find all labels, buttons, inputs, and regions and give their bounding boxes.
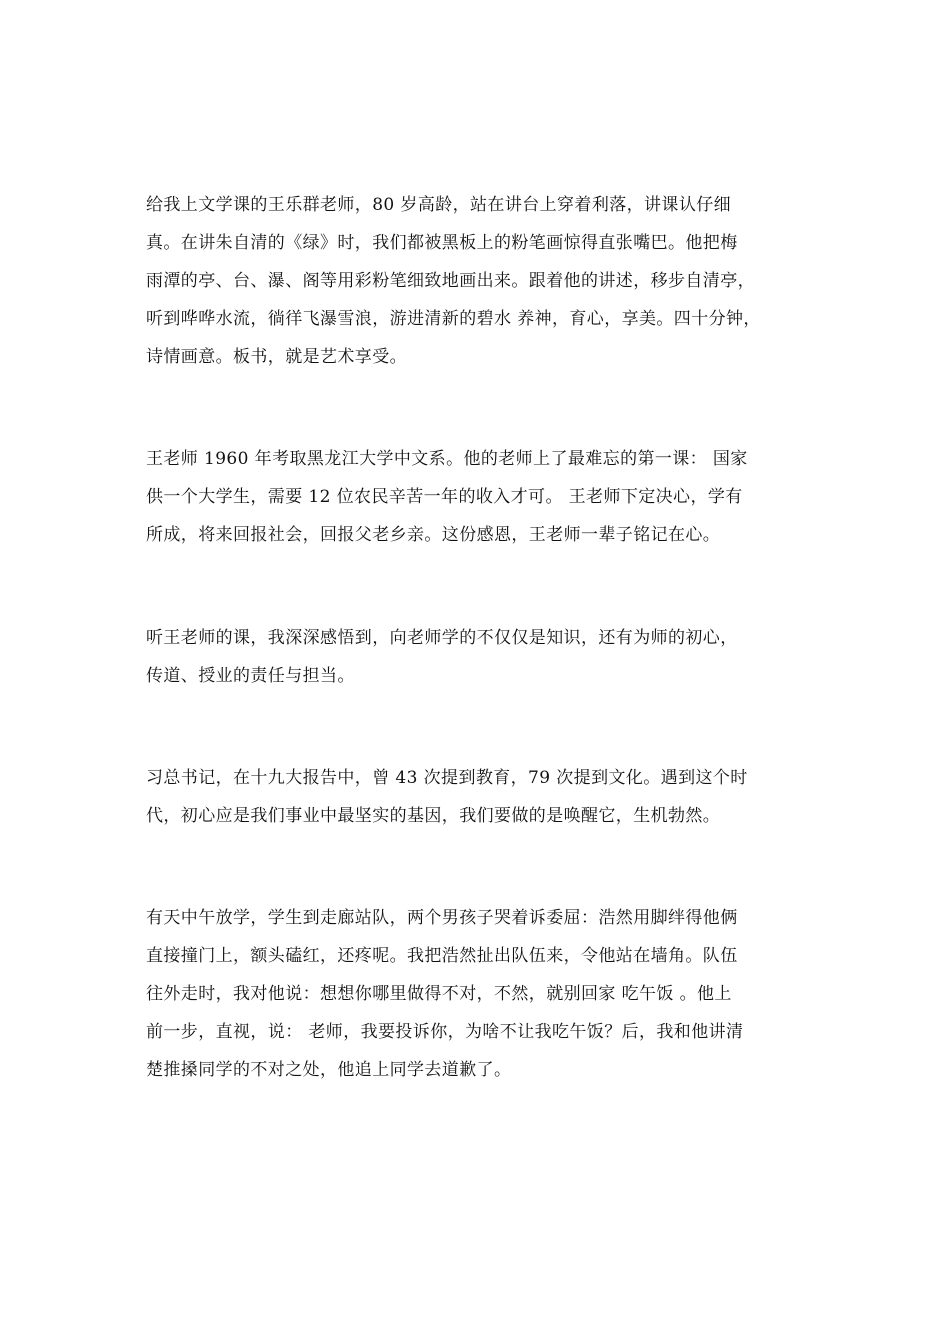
paragraph-teacher-wang-history [146, 440, 814, 554]
text-line: 听到哗哗水流，徜徉飞瀑雪浪，游进清新的碧水 养神，育心，享美。四十分钟， [146, 309, 761, 329]
text-line: 所成，将来回报社会，回报父老乡亲。这份感恩，王老师一辈子铭记在心。 [146, 525, 721, 545]
paragraph-anecdote [146, 899, 814, 1089]
text-line: 真。在讲朱自清的《绿》时，我们都被黑板上的粉笔画惊得直张嘴巴。他把梅 [146, 233, 738, 253]
paragraph-reflection [146, 619, 814, 695]
text-line: 给我上文学课的王乐群老师，80 岁高龄，站在讲台上穿着利落，讲课认仔细 [146, 195, 732, 215]
text-line: 传道、授业的责任与担当。 [146, 666, 355, 686]
paragraph-teacher-wang-lesson [146, 186, 814, 376]
text-line: 雨潭的亭、台、瀑、阁等用彩粉笔细致地画出来。跟着他的讲述，移步自清亭， [146, 271, 755, 291]
text-line: 习总书记，在十九大报告中，曾 43 次提到教育，79 次提到文化。遇到这个时 [146, 768, 748, 788]
text-line: 有天中午放学，学生到走廊站队，两个男孩子哭着诉委屈：浩然用脚绊得他俩 [146, 908, 738, 928]
text-line: 前一步，直视，说： 老师，我要投诉你，为啥不让我吃午饭？后，我和他讲清 [146, 1022, 744, 1042]
text-line: 供一个大学生，需要 12 位农民辛苦一年的收入才可。 王老师下定决心，学有 [146, 487, 743, 507]
text-line: 代，初心应是我们事业中最坚实的基因，我们要做的是唤醒它，生机勃然。 [146, 806, 721, 826]
text-line: 直接撞门上，额头磕红，还疼呢。我把浩然扯出队伍来，令他站在墙角。队伍 [146, 946, 738, 966]
text-line: 往外走时，我对他说：想想你哪里做得不对，不然，就别回家 吃午饭 。他上 [146, 984, 732, 1004]
text-line: 王老师 1960 年考取黑龙江大学中文系。他的老师上了最难忘的第一课： 国家 [146, 449, 748, 469]
text-line: 诗情画意。板书，就是艺术享受。 [146, 347, 407, 367]
text-line: 听王老师的课，我深深感悟到，向老师学的不仅仅是知识，还有为师的初心， [146, 628, 738, 648]
text-line: 楚推搡同学的不对之处，他追上同学去道歉了。 [146, 1060, 512, 1080]
paragraph-report [146, 759, 814, 835]
